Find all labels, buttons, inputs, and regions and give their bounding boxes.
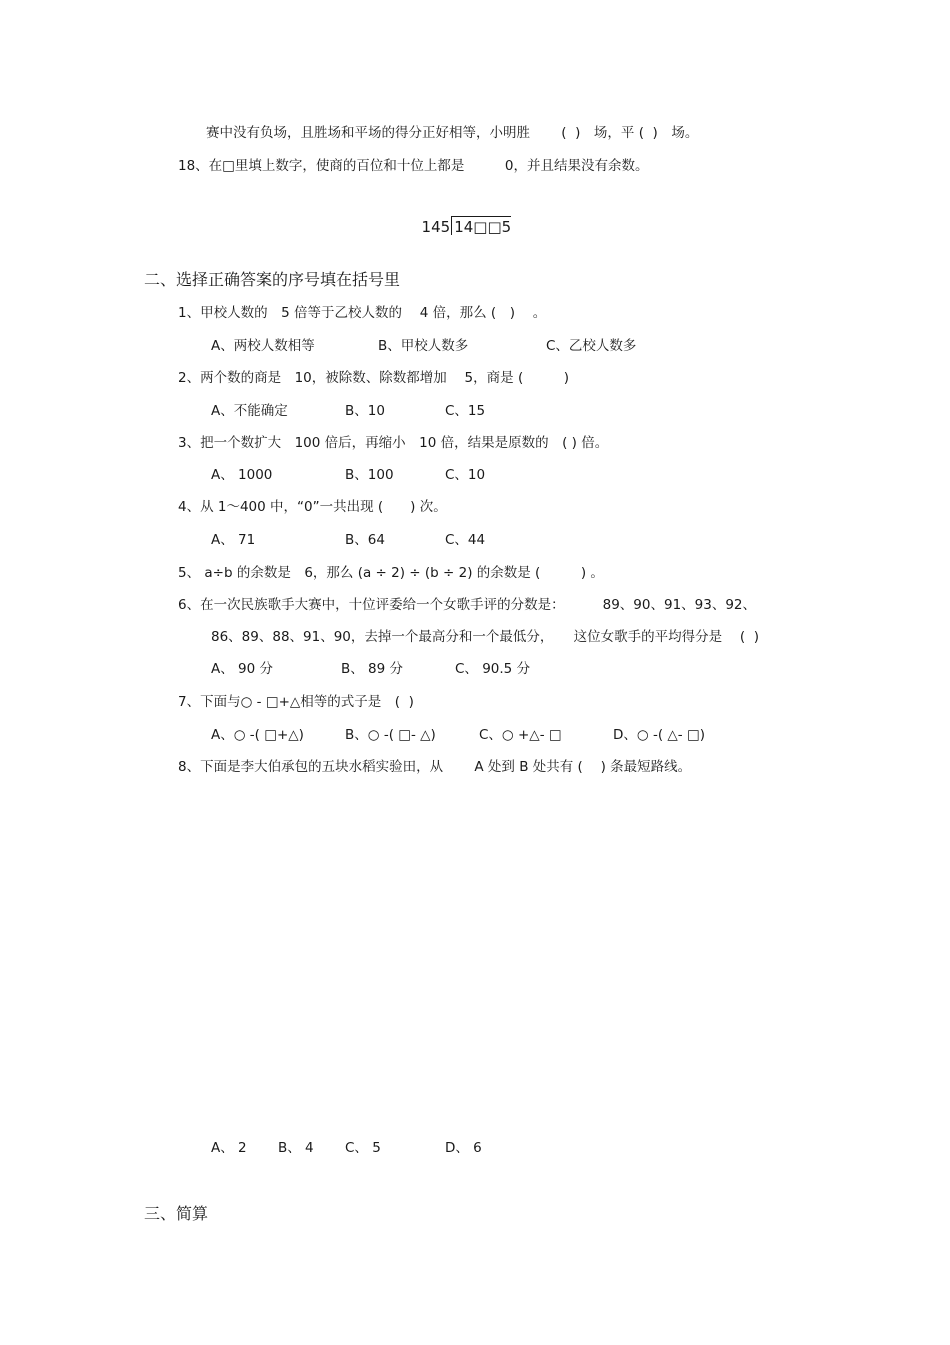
section3-heading: 三、简算 — [144, 1204, 209, 1223]
q4-option-a: A、 71 — [211, 532, 256, 548]
q8-option-b: B、 4 — [278, 1140, 314, 1156]
q1-text: 1、甲校人数的 5 倍等于乙校人数的 4 倍，那么 ( ) 。 — [178, 305, 547, 321]
section2-heading: 二、选择正确答案的序号填在括号里 — [144, 270, 401, 289]
q3-option-a: A、 1000 — [211, 467, 273, 483]
q4-option-b: B、64 — [345, 532, 385, 548]
long-division — [412, 196, 511, 237]
q3-option-c: C、10 — [445, 467, 486, 483]
q1-option-c: C、乙校人数多 — [546, 338, 637, 354]
q5-text: 5、 a÷b 的余数是 6，那么 (a ÷ 2) ÷ (b ÷ 2) 的余数是 ( ) 。 — [178, 565, 604, 581]
q17-continuation: 赛中没有负场，且胜场和平场的得分正好相等，小明胜 ( ) 场，平 ( ) 场。 — [206, 125, 699, 141]
divisor: 145 — [421, 218, 451, 236]
q7-option-b: B、○ -( □- △) — [345, 727, 436, 743]
q6-option-b: B、 89 分 — [341, 661, 404, 677]
dividend: 14□□5 — [451, 216, 511, 235]
q7-option-c: C、○ +△- □ — [479, 727, 562, 743]
q3-option-b: B、100 — [345, 467, 394, 483]
q7-text: 7、下面与○ - □+△相等的式子是 ( ) — [178, 694, 414, 710]
q3-text: 3、把一个数扩大 100 倍后，再缩小 10 倍，结果是原数的 ( ) 倍。 — [178, 435, 609, 451]
q8-option-d: D、 6 — [445, 1140, 482, 1156]
q2-text: 2、两个数的商是 10，被除数、除数都增加 5，商是 ( ) — [178, 370, 569, 386]
q1-option-a: A、两校人数相等 — [211, 338, 315, 354]
q4-text: 4、从 1～400 中，“0”一共出现 ( ) 次。 — [178, 499, 447, 515]
q7-option-d: D、○ -( △- □) — [613, 727, 705, 743]
q6-text: 6、在一次民族歌手大赛中，十位评委给一个女歌手评的分数是： 89、90、91、93、92、 — [178, 597, 757, 613]
q6-text-continued: 86、89、88、91、90，去掉一个最高分和一个最低分， 这位女歌手的平均得分是 ( ) — [211, 629, 760, 645]
q2-option-b: B、10 — [345, 403, 385, 419]
q6-option-c: C、 90.5 分 — [455, 661, 531, 677]
q4-option-c: C、44 — [445, 532, 486, 548]
q18-text: 18、在□里填上数字，使商的百位和十位上都是 0，并且结果没有余数。 — [178, 158, 649, 174]
q8-text: 8、下面是李大伯承包的五块水稻实验田，从 A 处到 B 处共有 ( ) 条最短路线。 — [178, 759, 692, 775]
q2-option-a: A、不能确定 — [211, 403, 288, 419]
q8-option-c: C、 5 — [345, 1140, 381, 1156]
q2-option-c: C、15 — [445, 403, 486, 419]
q7-option-a: A、○ -( □+△) — [211, 727, 304, 743]
q6-option-a: A、 90 分 — [211, 661, 273, 677]
q1-option-b: B、甲校人数多 — [378, 338, 469, 354]
q8-option-a: A、 2 — [211, 1140, 247, 1156]
